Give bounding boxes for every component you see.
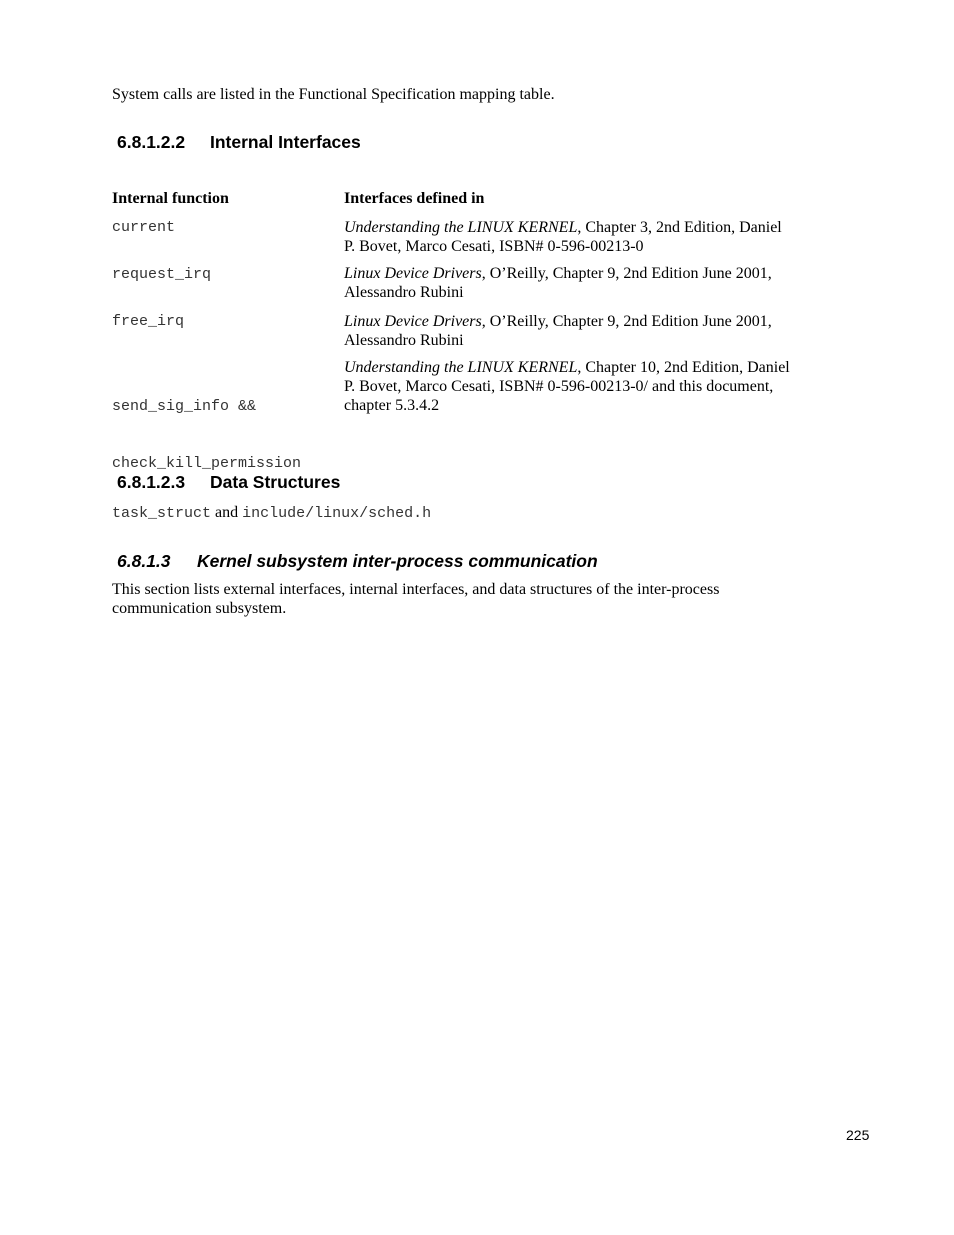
section-number: 6.8.1.2.3 (117, 472, 186, 492)
section-title: Data Structures (210, 472, 341, 492)
intro-paragraph: System calls are listed in the Functional Specification mapping table. (112, 86, 555, 103)
book-title: Linux Device Drivers (344, 313, 482, 330)
conjunction: and (215, 504, 239, 521)
struct-name: task_struct (112, 505, 212, 522)
table-header-function: Internal function (112, 190, 229, 207)
book-title: Understanding the LINUX KERNEL (344, 219, 578, 236)
section-number: 6.8.1.3 (117, 551, 171, 571)
table-row-reference: Understanding the LINUX KERNEL, Chapter 10, 2nd Edition, Daniel P. Bovet, Marco Cesati, ISBN# 0-596-00213-0/ and this document, chapter 5.3.4.2 (344, 359, 790, 414)
section-heading-ipc (117, 551, 598, 571)
table-row-reference: Linux Device Drivers, O’Reilly, Chapter 9, 2nd Edition June 2001, Alessandro Rubini (344, 265, 772, 301)
book-title: Understanding the LINUX KERNEL (344, 359, 578, 376)
ipc-paragraph: This section lists external interfaces, internal interfaces, and data structures of the inter-process communication subsystem. (112, 581, 720, 617)
book-title: Linux Device Drivers (344, 265, 482, 282)
section-heading-data-structures (117, 472, 340, 492)
section-title: Kernel subsystem inter-process communication (197, 551, 598, 571)
table-header-defined-in: Interfaces defined in (344, 190, 485, 207)
section-heading-internal-interfaces (117, 132, 361, 152)
table-row-reference: Understanding the LINUX KERNEL, Chapter 3, 2nd Edition, Daniel P. Bovet, Marco Cesati, ISBN# 0-596-00213-0 (344, 219, 782, 255)
page-number: 225 (846, 1127, 870, 1143)
table-row-reference: Linux Device Drivers, O’Reilly, Chapter 9, 2nd Edition June 2001, Alessandro Rubini (344, 313, 772, 349)
section-number: 6.8.1.2.2 (117, 132, 186, 152)
data-structures-line (112, 503, 431, 523)
header-file: include/linux/sched.h (242, 505, 432, 522)
table-row-function: current (112, 219, 176, 236)
section-title: Internal Interfaces (210, 132, 361, 152)
table-row-function: send_sig_info && check_kill_permission (112, 398, 302, 472)
table-row-function: free_irq (112, 313, 185, 330)
table-row-function: request_irq (112, 266, 212, 283)
